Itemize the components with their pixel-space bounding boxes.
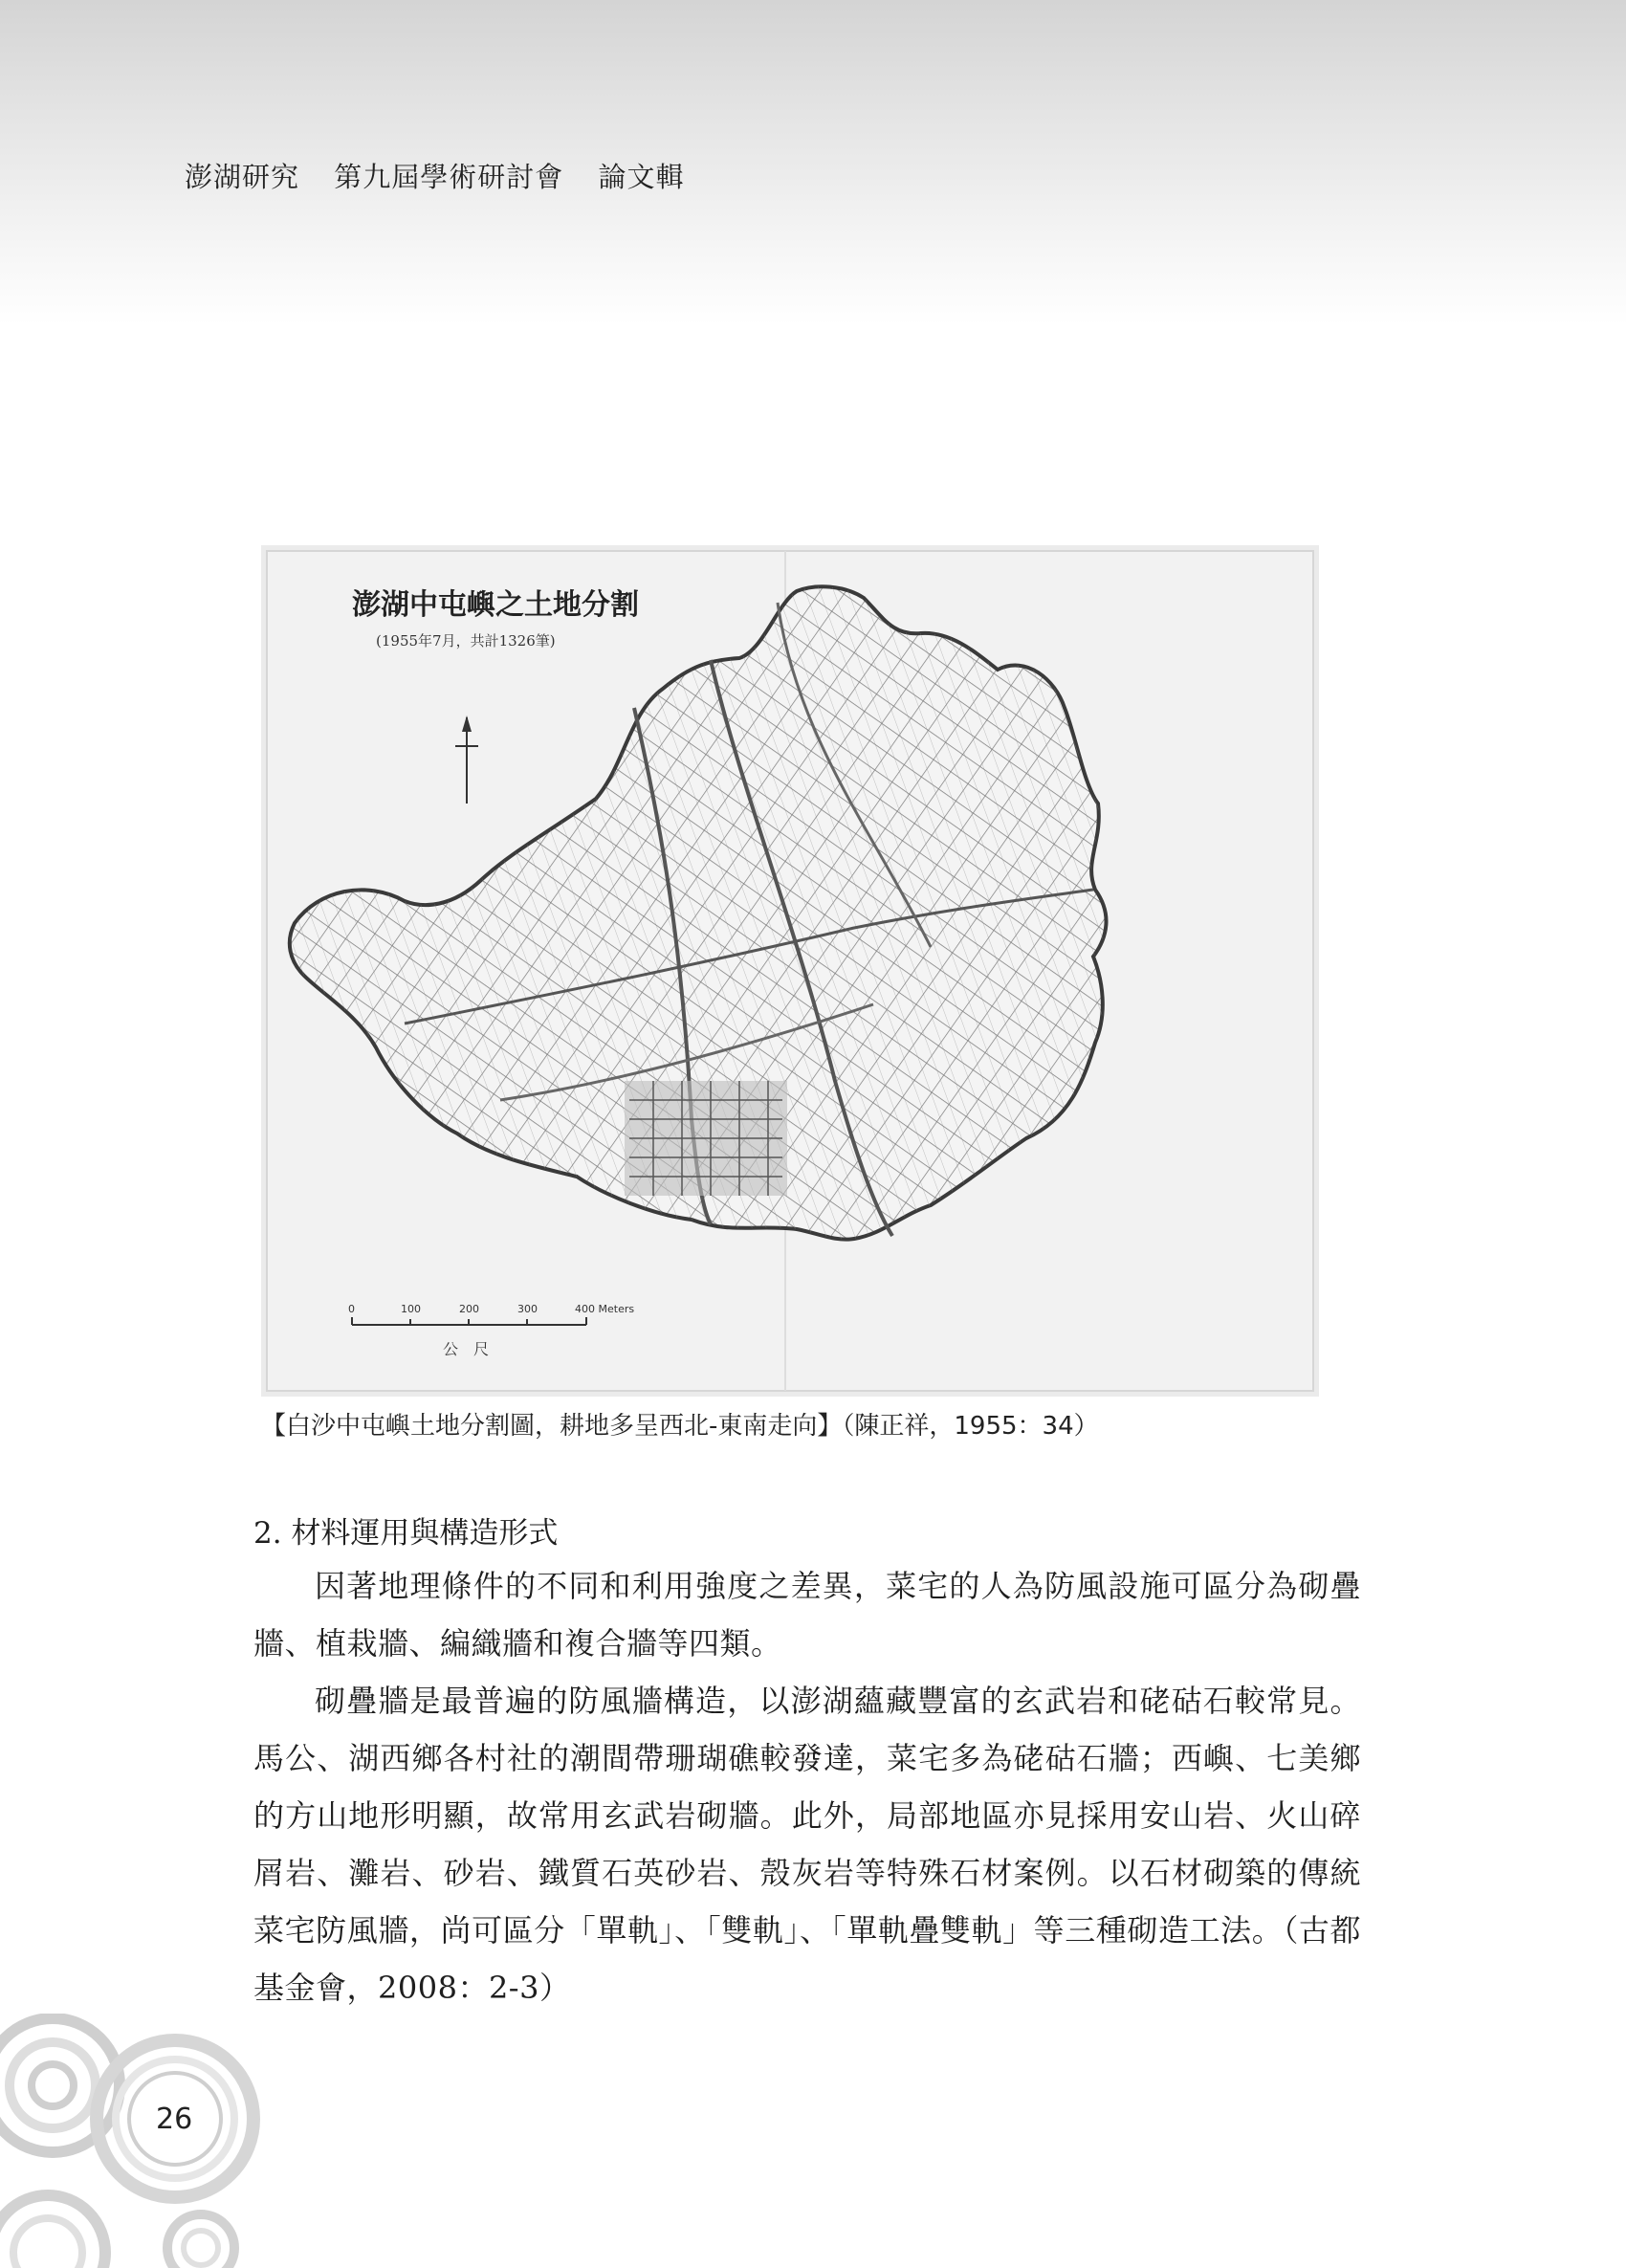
header-journal: 澎湖研究 — [185, 161, 300, 193]
map-subtitle: (1955年7月，共計1326筆) — [376, 632, 556, 650]
paragraph-1: 因著地理條件的不同和利用強度之差異，菜宅的人為防風設施可區分為砌疊牆、植栽牆、編織牆和複合牆等四類。 — [253, 1568, 1361, 1662]
scale-tick-300: 300 — [517, 1303, 538, 1315]
running-header — [185, 156, 709, 195]
header-conference: 第九屆學術研討會 — [334, 161, 564, 193]
scale-tick-200: 200 — [459, 1303, 479, 1315]
paragraph-2: 砌疊牆是最普遍的防風牆構造，以澎湖蘊藏豐富的玄武岩和硓𥑮石較常見。馬公、湖西鄉各村社的潮間帶珊瑚礁較發達，菜宅多為硓𥑮石牆；西嶼、七美鄉的方山地形明顯，故常用玄武岩砌牆。此外，局部地區亦見採用安山岩、火山碎屑岩、灘岩、砂岩、鐵質石英砂岩、殼灰岩等特殊石材案例。以石材砌築的傳統菜宅防風牆，尚可區分「單軌」、「雙軌」、「單軌疊雙軌」等三種砌造工法。（古都基金會，2008：2-3） — [253, 1683, 1361, 2006]
page-number: 26 — [156, 2103, 193, 2136]
map-image — [261, 545, 1319, 1397]
scale-unit: 公 尺 — [443, 1340, 490, 1358]
land-division-map-figure — [261, 545, 1319, 1397]
section-heading: 2. 材料運用與構造形式 — [253, 1516, 559, 1551]
body-text — [253, 1557, 1361, 2016]
scale-tick-100: 100 — [401, 1303, 421, 1315]
figure-caption: 【白沙中屯嶼土地分割圖，耕地多呈西北-東南走向】（陳正祥，1955：34） — [261, 1412, 1099, 1441]
scale-tick-0: 0 — [348, 1303, 355, 1315]
scale-tick-400: 400 Meters — [575, 1303, 635, 1315]
map-title: 澎湖中屯嶼之土地分割 — [352, 588, 639, 622]
decorative-circles — [0, 2014, 277, 2268]
header-collection: 論文輯 — [598, 161, 685, 193]
